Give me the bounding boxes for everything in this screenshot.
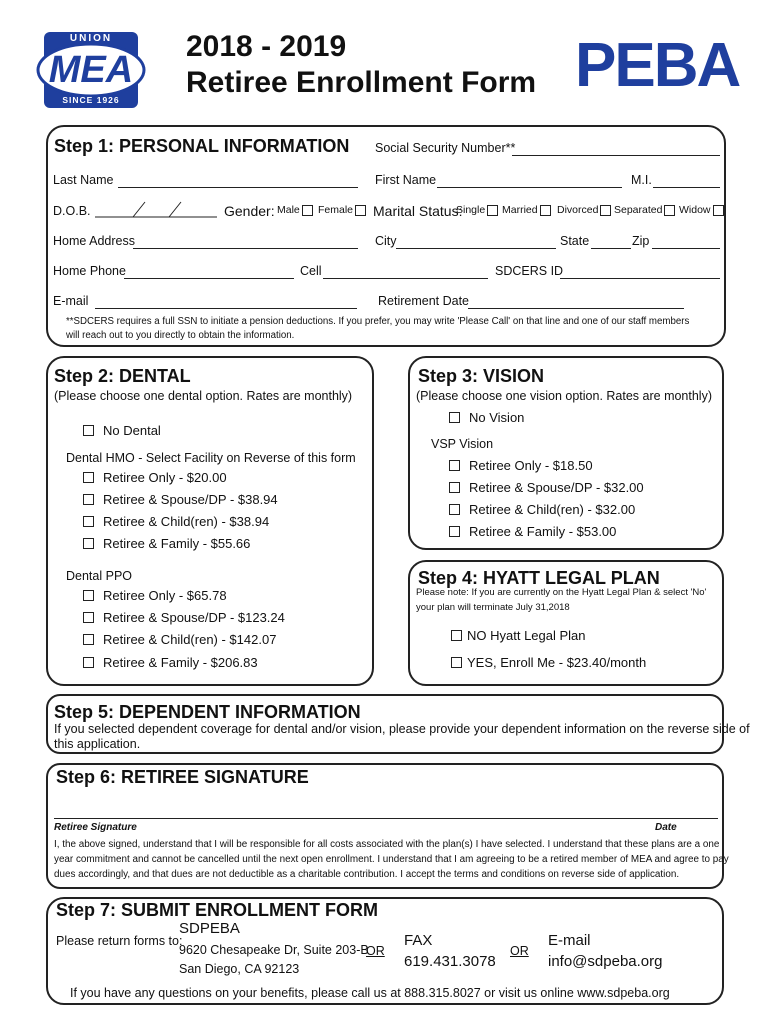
signature-line[interactable] <box>54 818 718 819</box>
hmo-option-label: Retiree & Spouse/DP - $38.94 <box>103 492 278 507</box>
divorced-checkbox[interactable] <box>600 205 611 216</box>
org-name: SDPEBA <box>179 920 240 937</box>
ppo-option[interactable] <box>83 655 258 670</box>
ppo-option[interactable] <box>83 632 276 647</box>
married-checkbox[interactable] <box>540 205 551 216</box>
step5-text-line1: If you selected dependent coverage for dental and/or vision, please provide your dependent information on the reverse side of <box>54 722 750 736</box>
last-name-input[interactable] <box>118 187 358 188</box>
dental-hmo-heading: Dental HMO - Select Facility on Reverse of this form <box>66 451 356 465</box>
male-checkbox[interactable] <box>302 205 313 216</box>
ppo-checkbox[interactable] <box>83 634 94 645</box>
hmo-option[interactable] <box>83 470 227 485</box>
male-label: Male <box>277 204 300 216</box>
no-dental-label: No Dental <box>103 423 161 438</box>
hmo-checkbox[interactable] <box>83 538 94 549</box>
ppo-option[interactable] <box>83 588 227 603</box>
no-vision-option[interactable] <box>449 410 524 425</box>
home-phone-input[interactable] <box>124 278 294 279</box>
vision-checkbox[interactable] <box>449 482 460 493</box>
vision-option[interactable] <box>449 480 644 495</box>
vision-checkbox[interactable] <box>449 504 460 515</box>
step4-heading: Step 4: HYATT LEGAL PLAN <box>418 568 660 588</box>
dob-input[interactable] <box>95 200 217 218</box>
ppo-checkbox[interactable] <box>83 612 94 623</box>
or-separator-2: OR <box>510 944 529 958</box>
hyatt-yes-label: YES, Enroll Me - $23.40/month <box>467 655 647 670</box>
gender-female[interactable] <box>318 204 366 216</box>
step5-text-line2: this application. <box>54 737 141 751</box>
step1-heading: Step 1: PERSONAL INFORMATION <box>54 136 350 156</box>
logo-since-text: SINCE 1926 <box>62 95 120 105</box>
ssn-note-line2: will reach out to you directly to obtain the information. <box>66 330 295 341</box>
first-name-label: First Name <box>375 173 437 187</box>
sdcers-id-input[interactable] <box>560 278 720 279</box>
ppo-option-label: Retiree & Spouse/DP - $123.24 <box>103 610 285 625</box>
home-address-input[interactable] <box>133 248 358 249</box>
step3-heading: Step 3: VISION <box>418 366 545 386</box>
ssn-label: Social Security Number** <box>375 141 516 155</box>
hmo-option-label: Retiree & Child(ren) - $38.94 <box>103 514 270 529</box>
fax-label: FAX <box>404 932 433 949</box>
marital-single[interactable] <box>456 204 498 216</box>
gender-male[interactable] <box>277 204 313 216</box>
vision-option[interactable] <box>449 502 635 517</box>
email-input[interactable] <box>95 308 357 309</box>
separated-label: Separated <box>614 204 663 216</box>
step7-heading: Step 7: SUBMIT ENROLLMENT FORM <box>56 900 378 920</box>
state-label: State <box>560 234 590 248</box>
mi-input[interactable] <box>653 187 720 188</box>
hmo-option-label: Retiree Only - $20.00 <box>103 470 227 485</box>
ppo-option-label: Retiree & Family - $206.83 <box>103 655 258 670</box>
email-label: E-mail <box>53 294 89 308</box>
married-label: Married <box>502 204 538 216</box>
return-label: Please return forms to: <box>56 934 183 948</box>
hyatt-note-line2: your plan will terminate July 31,2018 <box>416 602 570 613</box>
signature-label: Retiree Signature <box>54 822 137 833</box>
hmo-checkbox[interactable] <box>83 516 94 527</box>
female-label: Female <box>318 204 354 216</box>
agreement-line3: dues accordingly, and that dues are not deductible as a charitable contribution. I accept the terms and conditions on reverse side of application. <box>54 869 680 880</box>
mea-logo <box>34 28 148 112</box>
step2-heading: Step 2: DENTAL <box>54 366 191 386</box>
vision-instruction: (Please choose one vision option. Rates are monthly) <box>416 389 712 403</box>
dental-instruction: (Please choose one dental option. Rates are monthly) <box>54 389 353 403</box>
dental-ppo-heading: Dental PPO <box>66 569 133 583</box>
peba-logo: PEBA <box>575 31 740 100</box>
ppo-option-label: Retiree Only - $65.78 <box>103 588 227 603</box>
state-input[interactable] <box>591 248 631 249</box>
zip-label: Zip <box>632 234 650 248</box>
email-label-submit: E-mail <box>548 932 591 949</box>
mi-label: M.I. <box>631 173 652 187</box>
agreement-line1: I, the above signed, understand that I will be responsible for all costs associated with the plan(s) I have selected. I understand that these plans are a one <box>54 839 720 850</box>
marital-divorced[interactable] <box>557 204 611 216</box>
home-address-label: Home Address <box>53 234 135 248</box>
retirement-date-input[interactable] <box>468 308 684 309</box>
marital-married[interactable] <box>502 204 551 216</box>
fax-number: 619.431.3078 <box>404 953 496 970</box>
marital-label: Marital Status: <box>373 203 463 219</box>
no-vision-checkbox[interactable] <box>449 412 460 423</box>
address-line1: 9620 Chesapeake Dr, Suite 203-B <box>179 943 369 957</box>
vsp-heading: VSP Vision <box>431 437 494 451</box>
zip-input[interactable] <box>652 248 720 249</box>
hmo-option[interactable] <box>83 492 278 507</box>
retirement-date-label: Retirement Date <box>378 294 470 308</box>
divorced-label: Divorced <box>557 204 599 216</box>
vision-option[interactable] <box>449 458 593 473</box>
female-checkbox[interactable] <box>355 205 366 216</box>
dob-label: D.O.B. <box>53 204 91 218</box>
ppo-checkbox[interactable] <box>83 657 94 668</box>
or-separator-1: OR <box>366 944 385 958</box>
logo-mea-text: MEA <box>48 49 134 91</box>
hmo-option[interactable] <box>83 514 269 529</box>
separated-checkbox[interactable] <box>664 205 675 216</box>
vision-checkbox[interactable] <box>449 460 460 471</box>
vision-option-label: Retiree & Child(ren) - $32.00 <box>469 502 636 517</box>
city-label: City <box>375 234 397 248</box>
ssn-input[interactable] <box>512 155 720 156</box>
home-phone-label: Home Phone <box>53 264 126 278</box>
hyatt-yes-checkbox[interactable] <box>451 657 462 668</box>
sdcers-id-label: SDCERS ID <box>495 264 564 278</box>
vision-option-label: Retiree & Spouse/DP - $32.00 <box>469 480 644 495</box>
hyatt-no-label: NO Hyatt Legal Plan <box>467 628 586 643</box>
vision-option-label: Retiree Only - $18.50 <box>469 458 593 473</box>
vision-checkbox[interactable] <box>449 526 460 537</box>
ppo-option-label: Retiree & Child(ren) - $142.07 <box>103 632 277 647</box>
contact-footer: If you have any questions on your benefits, please call us at 888.315.8027 or visit us online www.sdpeba.org <box>70 986 670 1000</box>
form-title: Retiree Enrollment Form <box>186 66 537 99</box>
hyatt-yes-option[interactable] <box>451 655 646 670</box>
hmo-option-label: Retiree & Family - $55.66 <box>103 536 251 551</box>
single-label: Single <box>456 204 486 216</box>
hyatt-no-checkbox[interactable] <box>451 630 462 641</box>
widow-label: Widow <box>679 204 711 216</box>
last-name-label: Last Name <box>53 173 114 187</box>
marital-widow[interactable] <box>679 204 724 216</box>
first-name-input[interactable] <box>437 187 622 188</box>
form-year: 2018 - 2019 <box>186 30 347 63</box>
vision-option-label: Retiree & Family - $53.00 <box>469 524 617 539</box>
cell-input[interactable] <box>323 278 488 279</box>
hmo-checkbox[interactable] <box>83 472 94 483</box>
gender-label: Gender: <box>224 203 275 219</box>
step5-heading: Step 5: DEPENDENT INFORMATION <box>54 702 361 722</box>
hyatt-no-option[interactable] <box>451 628 586 643</box>
marital-separated[interactable] <box>614 204 675 216</box>
logo-union-text: UNION <box>69 33 113 44</box>
single-checkbox[interactable] <box>487 205 498 216</box>
no-dental-checkbox[interactable] <box>83 425 94 436</box>
hyatt-note-line1: Please note: If you are currently on the Hyatt Legal Plan & select 'No' <box>416 587 707 598</box>
step6-heading: Step 6: RETIREE SIGNATURE <box>56 767 309 787</box>
email-address[interactable]: info@sdpeba.org <box>548 953 663 970</box>
address-line2: San Diego, CA 92123 <box>179 962 300 976</box>
date-label: Date <box>655 822 677 833</box>
agreement-line2: year commitment and cannot be cancelled until the next open enrollment. I understand that I am agreeing to be a retired member of MEA and agree to pay <box>54 854 729 865</box>
cell-label: Cell <box>300 264 322 278</box>
ppo-option[interactable] <box>83 610 285 625</box>
hmo-checkbox[interactable] <box>83 494 94 505</box>
no-dental-option[interactable] <box>83 423 161 438</box>
hmo-option[interactable] <box>83 536 250 551</box>
ssn-note-line1: **SDCERS requires a full SSN to initiate a pension deductions. If you prefer, you may write 'Please Call' on that line and one of our staff members <box>66 316 690 327</box>
widow-checkbox[interactable] <box>713 205 724 216</box>
ppo-checkbox[interactable] <box>83 590 94 601</box>
city-input[interactable] <box>396 248 556 249</box>
no-vision-label: No Vision <box>469 410 525 425</box>
vision-option[interactable] <box>449 524 616 539</box>
